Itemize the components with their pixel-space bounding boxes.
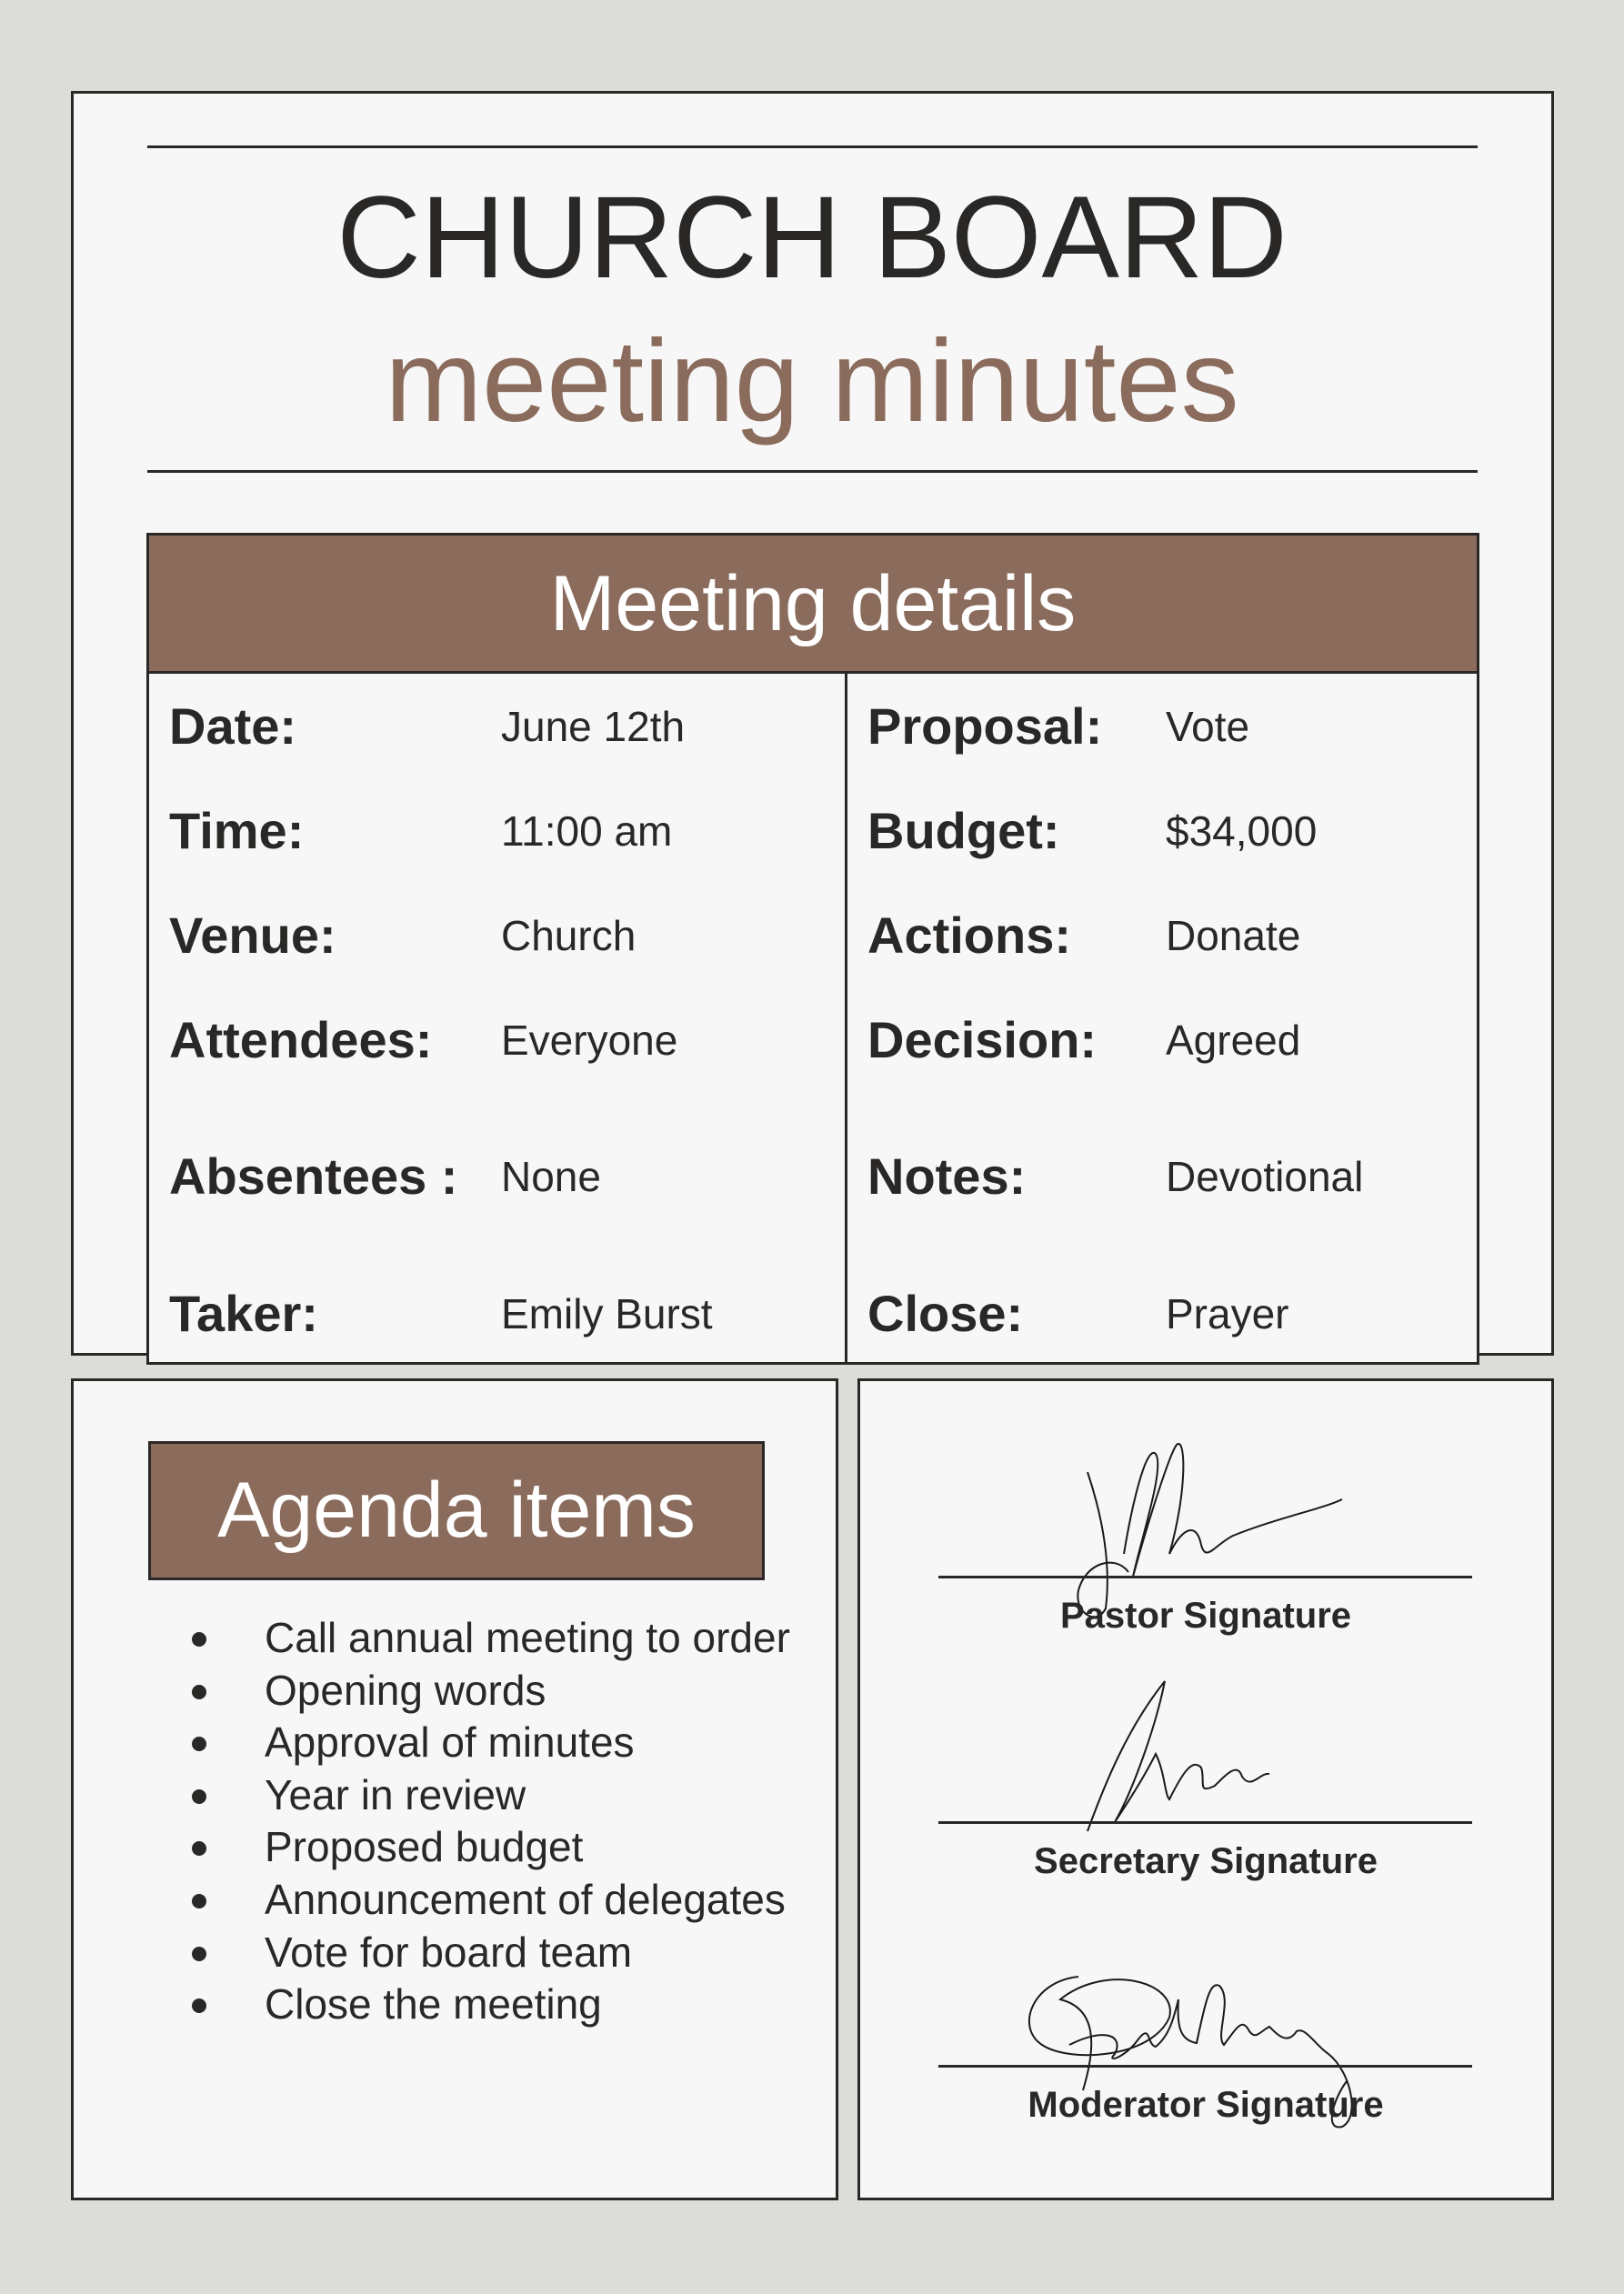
detail-row-notes [867,1092,1459,1261]
title-rule-bottom [147,470,1478,473]
detail-row-date [169,674,824,778]
detail-label: Actions: [867,906,1071,964]
detail-row-decision [867,987,1459,1092]
agenda-item: Opening words [265,1665,865,1718]
detail-label: Budget: [867,801,1060,859]
detail-label: Absentees : [169,1147,458,1205]
agenda-item: Proposed budget [265,1821,865,1874]
details-column-divider [845,674,847,1362]
pastor-signature-line [938,1576,1472,1578]
page-title: CHURCH BOARD [336,173,1288,303]
details-right-column [867,674,1459,1366]
agenda-item: Close the meeting [265,1978,865,2031]
detail-value: Vote [1166,702,1250,750]
agenda-item: Call annual meeting to order [265,1612,865,1665]
agenda-item: Vote for board team [265,1927,865,1979]
agenda-heading: Agenda items [148,1441,765,1580]
detail-label: Attendees: [169,1010,433,1068]
agenda-list [192,1612,865,2031]
detail-row-actions [867,883,1459,987]
detail-row-proposal [867,674,1459,778]
detail-value: 11:00 am [501,806,673,855]
detail-row-close [867,1261,1459,1366]
detail-row-time [169,778,824,883]
detail-value: Emily Burst [501,1289,713,1337]
detail-value: None [501,1153,601,1200]
meeting-details-table [146,533,1479,1365]
detail-label: Decision: [867,1010,1098,1068]
detail-label: Venue: [169,906,336,964]
detail-label: Close: [867,1284,1024,1342]
detail-value: Agreed [1166,1016,1301,1064]
details-left-column [169,674,824,1366]
detail-value: Prayer [1166,1289,1289,1337]
page-subtitle: meeting minutes [385,316,1239,446]
secretary-signature-label: Secretary Signature [1034,1841,1378,1881]
detail-row-attendees [169,987,824,1092]
meeting-details-heading: Meeting details [149,536,1477,674]
detail-label: Notes: [867,1147,1027,1205]
detail-value: June 12th [501,702,686,750]
detail-value: Everyone [501,1016,678,1064]
detail-row-budget [867,778,1459,883]
detail-value: $34,000 [1166,806,1318,855]
pastor-signature-label: Pastor Signature [1059,1596,1352,1636]
secretary-signature-line [938,1821,1472,1824]
moderator-signature-line [938,2065,1472,2068]
detail-value: Church [501,911,637,959]
agenda-panel [71,1378,838,2200]
agenda-item: Approval of minutes [265,1717,865,1769]
agenda-item: Year in review [265,1769,865,1822]
detail-label: Proposal: [867,696,1103,755]
detail-label: Time: [169,801,305,859]
detail-label: Date: [169,696,297,755]
detail-label: Taker: [169,1284,318,1342]
signatures-panel [857,1378,1554,2200]
detail-row-venue [169,883,824,987]
detail-value: Devotional [1166,1153,1364,1200]
moderator-signature-label: Moderator Signature [1028,2085,1384,2125]
detail-value: Donate [1166,911,1301,959]
detail-row-absentees [169,1092,824,1261]
detail-row-taker [169,1261,824,1366]
agenda-item: Announcement of delegates [265,1874,865,1927]
title-rule-top [147,145,1478,148]
secretary-signature-mark [1078,1672,1333,1836]
